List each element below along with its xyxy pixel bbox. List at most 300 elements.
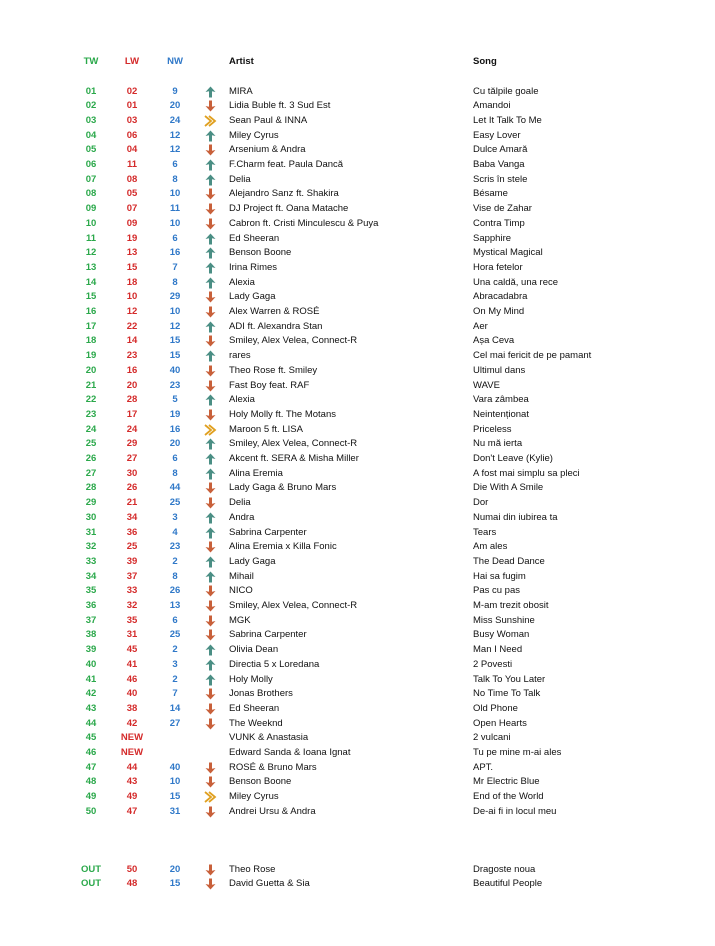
chart-entry: [0, 673, 715, 688]
chart-entry: [0, 658, 715, 673]
artist-name: Edward Sanda & Ioana Ignat: [229, 747, 351, 758]
arrow-down-icon: [203, 717, 217, 732]
chart-entry: [0, 731, 715, 746]
number-of-weeks: 15: [169, 335, 181, 347]
artist-name: Arsenium & Andra: [229, 144, 306, 156]
artist-name: Akcent ft. SERA & Misha Miller: [229, 453, 359, 464]
arrow-down-icon: [203, 761, 217, 776]
position-this-week: 46: [85, 747, 97, 758]
position-last-week: 34: [126, 511, 138, 523]
arrow-up-icon: [203, 467, 217, 482]
chart-entry: [0, 687, 715, 702]
trend-icon: [203, 731, 217, 746]
arrow-down-icon: [203, 217, 217, 232]
number-of-weeks: 5: [172, 394, 178, 406]
position-this-week: 32: [85, 541, 97, 553]
chart-entry: [0, 217, 715, 232]
number-of-weeks: 10: [169, 217, 181, 229]
song-title: A fost mai simplu sa pleci: [473, 467, 580, 479]
number-of-weeks: 24: [169, 114, 181, 126]
chart-entry: [0, 85, 715, 100]
artist-name: Theo Rose ft. Smiley: [229, 364, 318, 376]
position-last-week: 19: [126, 232, 138, 244]
position-this-week: 31: [85, 526, 97, 538]
artist-name: David Guetta & Sia: [229, 878, 310, 890]
artist-name: Lady Gaga & Bruno Mars: [229, 482, 337, 494]
song-title: Baba Vanga: [473, 159, 525, 170]
artist-name: Alexia: [229, 394, 255, 406]
position-last-week: 47: [126, 805, 138, 817]
position-last-week: 38: [126, 702, 138, 714]
arrow-up-icon: [203, 526, 217, 541]
arrow-down-icon: [203, 599, 217, 614]
chart-entry: [0, 305, 715, 320]
position-last-week: 23: [126, 350, 138, 362]
artist-name: Sabrina Carpenter: [229, 526, 307, 538]
position-this-week: 09: [85, 203, 97, 215]
song-title: Old Phone: [473, 702, 518, 714]
chart-entry: [0, 717, 715, 732]
header-artist: Artist: [229, 56, 254, 67]
number-of-weeks: 6: [172, 159, 178, 170]
song-title: Abracadabra: [473, 291, 528, 303]
position-this-week: 38: [85, 629, 97, 641]
position-this-week: 26: [85, 453, 97, 464]
position-this-week: 29: [85, 497, 97, 509]
position-this-week: 48: [85, 776, 97, 788]
artist-name: Miley Cyrus: [229, 129, 279, 141]
position-last-week: 25: [126, 541, 138, 553]
number-of-weeks: 20: [169, 438, 181, 450]
artist-name: Holy Molly ft. The Motans: [229, 408, 337, 420]
arrow-down-icon: [203, 364, 217, 379]
song-title: M-am trezit obosit: [473, 600, 549, 611]
position-last-week: 50: [126, 863, 138, 875]
position-last-week: 14: [126, 335, 138, 347]
song-title: Tu pe mine m-ai ales: [473, 747, 562, 758]
chart-entry: [0, 320, 715, 335]
song-title: Una caldă, una rece: [473, 276, 559, 288]
artist-name: VUNK & Anastasia: [229, 732, 309, 744]
arrow-down-icon: [203, 481, 217, 496]
arrow-up-icon: [203, 452, 217, 467]
position-this-week: 14: [85, 276, 97, 288]
chart-entry: [0, 526, 715, 541]
arrow-down-icon: [203, 775, 217, 790]
number-of-weeks: 4: [172, 526, 178, 538]
artist-name: Delia: [229, 173, 251, 185]
song-title: Mr Electric Blue: [473, 776, 540, 788]
number-of-weeks: 2: [172, 673, 178, 685]
position-this-week: 22: [85, 394, 97, 406]
song-title: 2 vulcani: [473, 732, 511, 744]
dropped-entry: [0, 877, 715, 892]
number-of-weeks: 16: [169, 247, 181, 259]
song-title: Vara zâmbea: [473, 394, 529, 406]
position-last-week: 20: [126, 379, 138, 391]
chart-entry: [0, 511, 715, 526]
artist-name: Irina Rimes: [229, 261, 278, 273]
song-title: Scris în stele: [473, 173, 528, 185]
position-last-week: NEW: [120, 732, 144, 744]
position-last-week: 10: [126, 291, 138, 303]
song-title: Hora fetelor: [473, 261, 523, 273]
position-this-week: 33: [85, 555, 97, 567]
song-title: Don't Leave (Kylie): [473, 453, 553, 464]
position-last-week: 03: [126, 114, 138, 126]
number-of-weeks: 25: [169, 497, 181, 509]
number-of-weeks: 8: [172, 173, 178, 185]
position-last-week: 13: [126, 247, 138, 259]
arrow-down-icon: [203, 290, 217, 305]
arrow-up-icon: [203, 437, 217, 452]
song-title: Let It Talk To Me: [473, 114, 542, 126]
dropped-entry: [0, 863, 715, 878]
position-last-week: 43: [126, 776, 138, 788]
number-of-weeks: 12: [169, 129, 181, 141]
position-last-week: 49: [126, 791, 138, 803]
position-last-week: 17: [126, 408, 138, 420]
position-last-week: 39: [126, 555, 138, 567]
chart-header: [0, 55, 715, 69]
artist-name: ADI ft. Alexandra Stan: [229, 320, 323, 332]
song-title: Open Hearts: [473, 717, 527, 729]
number-of-weeks: 12: [169, 144, 181, 156]
position-last-week: 24: [126, 423, 138, 435]
number-of-weeks: 6: [172, 232, 178, 244]
number-of-weeks: 15: [169, 878, 181, 890]
artist-name: Jonas Brothers: [229, 688, 293, 700]
chart-entry: [0, 570, 715, 585]
artist-name: Ed Sheeran: [229, 232, 280, 244]
chart-entry: [0, 775, 715, 790]
position-this-week: 37: [85, 614, 97, 626]
arrow-up-icon: [203, 320, 217, 335]
artist-name: Smiley, Alex Velea, Connect-R: [229, 600, 358, 611]
trend-icon: [203, 746, 217, 761]
arrow-down-icon: [203, 805, 217, 820]
number-of-weeks: 6: [172, 453, 178, 464]
position-last-week: 21: [126, 497, 138, 509]
position-this-week: 02: [85, 100, 97, 112]
chart-entry: [0, 99, 715, 114]
arrow-up-icon: [203, 555, 217, 570]
artist-name: Smiley, Alex Velea, Connect-R: [229, 335, 358, 347]
song-title: On My Mind: [473, 306, 525, 317]
position-last-week: 46: [126, 673, 138, 685]
position-last-week: 30: [126, 467, 138, 479]
number-of-weeks: 16: [169, 423, 181, 435]
arrow-down-icon: [203, 496, 217, 511]
chart-entry: [0, 805, 715, 820]
position-this-week: 27: [85, 467, 97, 479]
number-of-weeks: 40: [169, 761, 181, 773]
artist-name: Alejandro Sanz ft. Shakira: [229, 188, 339, 200]
song-title: Numai din iubirea ta: [473, 511, 558, 523]
number-of-weeks: 7: [172, 261, 178, 273]
number-of-weeks: 23: [169, 541, 181, 553]
position-this-week: 28: [85, 482, 97, 494]
number-of-weeks: 8: [172, 467, 178, 479]
chart-entry: [0, 423, 715, 438]
position-last-week: 09: [126, 217, 138, 229]
position-last-week: 01: [126, 100, 138, 112]
artist-name: Olivia Dean: [229, 644, 279, 656]
arrow-down-icon: [203, 334, 217, 349]
position-last-week: 04: [126, 144, 138, 156]
song-title: WAVE: [473, 379, 500, 391]
artist-name: Alex Warren & ROSÉ: [229, 306, 320, 317]
artist-name: Lidia Buble ft. 3 Sud Est: [229, 100, 331, 112]
position-this-week: 43: [85, 702, 97, 714]
arrow-down-icon: [203, 305, 217, 320]
position-this-week: 03: [85, 114, 97, 126]
number-of-weeks: 8: [172, 570, 178, 582]
number-of-weeks: 7: [172, 688, 178, 700]
song-title: Sapphire: [473, 232, 512, 244]
position-this-week: 18: [85, 335, 97, 347]
chart-entry: [0, 746, 715, 761]
chart-entry: [0, 481, 715, 496]
position-last-week: 29: [126, 438, 138, 450]
header-tw: TW: [83, 56, 99, 67]
number-of-weeks: 3: [172, 658, 178, 670]
chart-entry: [0, 452, 715, 467]
position-last-week: 12: [126, 306, 138, 317]
position-last-week: 28: [126, 394, 138, 406]
position-last-week: 08: [126, 173, 138, 185]
number-of-weeks: 31: [169, 805, 181, 817]
number-of-weeks: 9: [172, 85, 178, 97]
arrow-down-icon: [203, 702, 217, 717]
position-last-week: 07: [126, 203, 138, 215]
arrow-up-icon: [203, 276, 217, 291]
arrow-right-icon: [203, 114, 217, 129]
arrow-down-icon: [203, 628, 217, 643]
number-of-weeks: 8: [172, 276, 178, 288]
position-this-week: 06: [85, 159, 97, 170]
song-title: Cel mai fericit de pe pamant: [473, 350, 592, 362]
position-this-week: 42: [85, 688, 97, 700]
artist-name: Lady Gaga: [229, 291, 276, 303]
song-title: Dor: [473, 497, 489, 509]
song-title: Die With A Smile: [473, 482, 544, 494]
arrow-down-icon: [203, 379, 217, 394]
position-last-week: 26: [126, 482, 138, 494]
position-last-week: NEW: [120, 747, 144, 758]
arrow-up-icon: [203, 511, 217, 526]
position-last-week: 05: [126, 188, 138, 200]
artist-name: rares: [229, 350, 251, 362]
position-this-week: 44: [85, 717, 97, 729]
position-last-week: 02: [126, 85, 138, 97]
chart-entry: [0, 702, 715, 717]
chart-entry: [0, 261, 715, 276]
song-title: Ultimul dans: [473, 364, 526, 376]
chart-entry: [0, 187, 715, 202]
position-last-week: 35: [126, 614, 138, 626]
header-song: Song: [473, 56, 497, 67]
artist-name: Alexia: [229, 276, 255, 288]
arrow-up-icon: [203, 173, 217, 188]
song-title: Aer: [473, 320, 488, 332]
position-last-week: 48: [126, 878, 138, 890]
arrow-up-icon: [203, 673, 217, 688]
artist-name: Fast Boy feat. RAF: [229, 379, 310, 391]
position-this-week: 20: [85, 364, 97, 376]
position-last-week: 36: [126, 526, 138, 538]
song-title: Așa Ceva: [473, 335, 515, 347]
position-last-week: 22: [126, 320, 138, 332]
number-of-weeks: 10: [169, 776, 181, 788]
song-title: Busy Woman: [473, 629, 530, 641]
position-this-week: 35: [85, 585, 97, 597]
number-of-weeks: 15: [169, 350, 181, 362]
song-title: Nu mă ierta: [473, 438, 523, 450]
song-title: Mystical Magical: [473, 247, 543, 259]
artist-name: F.Charm feat. Paula Dancă: [229, 159, 344, 170]
position-this-week: 07: [85, 173, 97, 185]
arrow-down-icon: [203, 187, 217, 202]
chart-entry: [0, 584, 715, 599]
number-of-weeks: 40: [169, 364, 181, 376]
artist-name: Miley Cyrus: [229, 791, 279, 803]
song-title: No Time To Talk: [473, 688, 541, 700]
position-this-week: 13: [85, 261, 97, 273]
position-last-week: 40: [126, 688, 138, 700]
position-this-week: 47: [85, 761, 97, 773]
number-of-weeks: 10: [169, 306, 181, 317]
song-title: The Dead Dance: [473, 555, 545, 567]
arrow-down-icon: [203, 143, 217, 158]
position-last-week: 11: [126, 159, 138, 170]
song-title: Easy Lover: [473, 129, 521, 141]
artist-name: Benson Boone: [229, 776, 292, 788]
chart-entry: [0, 173, 715, 188]
artist-name: Cabron ft. Cristi Minculescu & Puya: [229, 217, 379, 229]
arrow-down-icon: [203, 584, 217, 599]
number-of-weeks: 13: [169, 600, 181, 611]
artist-name: NICO: [229, 585, 253, 597]
number-of-weeks: 27: [169, 717, 181, 729]
arrow-up-icon: [203, 129, 217, 144]
arrow-down-icon: [203, 540, 217, 555]
chart-entry: [0, 628, 715, 643]
chart-entry: [0, 437, 715, 452]
arrow-up-icon: [203, 643, 217, 658]
position-last-week: 18: [126, 276, 138, 288]
position-this-week: 04: [85, 129, 97, 141]
chart-entry: [0, 496, 715, 511]
arrow-down-icon: [203, 877, 217, 892]
position-this-week: 21: [85, 379, 97, 391]
number-of-weeks: 44: [169, 482, 181, 494]
position-this-week: 24: [85, 423, 97, 435]
chart-entry: [0, 555, 715, 570]
position-last-week: 45: [126, 644, 138, 656]
number-of-weeks: 2: [172, 555, 178, 567]
number-of-weeks: 25: [169, 629, 181, 641]
position-this-week: 01: [85, 85, 97, 97]
position-this-week: OUT: [80, 878, 102, 890]
position-this-week: 39: [85, 644, 97, 656]
song-title: Am ales: [473, 541, 508, 553]
number-of-weeks: 2: [172, 644, 178, 656]
chart-entry: [0, 408, 715, 423]
arrow-down-icon: [203, 863, 217, 878]
arrow-down-icon: [203, 408, 217, 423]
number-of-weeks: 20: [169, 863, 181, 875]
arrow-up-icon: [203, 232, 217, 247]
chart-entry: [0, 540, 715, 555]
arrow-right-icon: [203, 423, 217, 438]
arrow-right-icon: [203, 790, 217, 805]
position-this-week: OUT: [80, 863, 102, 875]
song-title: 2 Povesti: [473, 658, 513, 670]
position-last-week: 44: [126, 761, 138, 773]
chart-entry: [0, 467, 715, 482]
arrow-up-icon: [203, 85, 217, 100]
artist-name: Alina Eremia: [229, 467, 283, 479]
position-this-week: 10: [85, 217, 97, 229]
number-of-weeks: 20: [169, 100, 181, 112]
chart-entry: [0, 614, 715, 629]
song-title: APT.: [473, 761, 494, 773]
artist-name: Sabrina Carpenter: [229, 629, 307, 641]
artist-name: Mihail: [229, 570, 254, 582]
song-title: Cu tălpile goale: [473, 85, 539, 97]
position-last-week: 06: [126, 129, 138, 141]
position-last-week: 31: [126, 629, 138, 641]
song-title: Tears: [473, 526, 497, 538]
chart-entry: [0, 129, 715, 144]
song-title: Amandoi: [473, 100, 511, 112]
chart-entry: [0, 393, 715, 408]
chart-entry: [0, 202, 715, 217]
arrow-up-icon: [203, 570, 217, 585]
song-title: Talk To You Later: [473, 673, 546, 685]
arrow-down-icon: [203, 202, 217, 217]
header-nw: NW: [167, 56, 183, 67]
arrow-up-icon: [203, 349, 217, 364]
artist-name: ROSÉ & Bruno Mars: [229, 761, 317, 773]
position-last-week: 33: [126, 585, 138, 597]
chart-entry: [0, 790, 715, 805]
artist-name: Lady Gaga: [229, 555, 276, 567]
song-title: Pas cu pas: [473, 585, 520, 597]
artist-name: Delia: [229, 497, 251, 509]
number-of-weeks: 23: [169, 379, 181, 391]
artist-name: Sean Paul & INNA: [229, 114, 308, 126]
song-title: Contra Timp: [473, 217, 525, 229]
number-of-weeks: 3: [172, 511, 178, 523]
position-this-week: 40: [85, 658, 97, 670]
position-last-week: 41: [126, 658, 138, 670]
position-last-week: 42: [126, 717, 138, 729]
artist-name: MIRA: [229, 85, 253, 97]
artist-name: Benson Boone: [229, 247, 292, 259]
position-this-week: 05: [85, 144, 97, 156]
artist-name: Theo Rose: [229, 863, 276, 875]
song-title: Beautiful People: [473, 878, 543, 890]
position-last-week: 16: [126, 364, 138, 376]
song-title: Man I Need: [473, 644, 523, 656]
position-last-week: 37: [126, 570, 138, 582]
artist-name: Alina Eremia x Killa Fonic: [229, 541, 337, 553]
number-of-weeks: 6: [172, 614, 178, 626]
position-this-week: 25: [85, 438, 97, 450]
artist-name: Andrei Ursu & Andra: [229, 805, 316, 817]
